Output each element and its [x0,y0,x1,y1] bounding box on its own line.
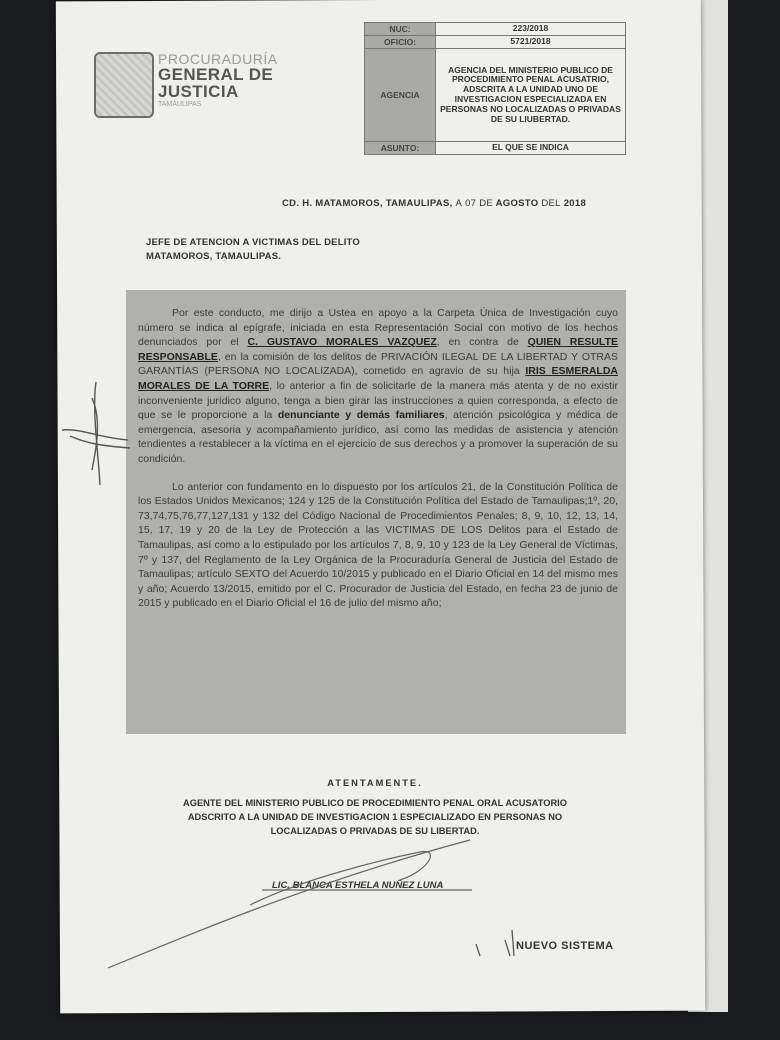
p1-request: , lo anterior a fin de solicitarle de la manera más atenta y de no existir inconveniente jurídico alguno, tenga a bien girar las instrucciones a quien corresponda, a efecto de que se le proporcione a la [138,379,618,422]
body-text [138,306,618,624]
nuc-label: NUC: [365,23,436,36]
logo-line-1: PROCURADURÍA [158,51,278,67]
logo-line-4: TAMAULIPAS [158,101,202,108]
nuc-row [365,23,626,36]
complainant-name: C. GUSTAVO MORALES VAZQUEZ [247,336,437,349]
logo-line-2: GENERAL DE [158,65,274,84]
agencia-label: AGENCIA [365,49,436,142]
asunto-row [365,142,626,155]
agencia-row [365,49,626,142]
p1-crime: , en la comisión de los delitos de PRIVACIÓN ILEGAL DE LA LIBERTAD Y OTRAS GARANTÍAS (PERSONA NO LOCALIZADA), cometido en agravio de su hija [138,350,618,378]
date-day: 07 [465,198,477,209]
p1-family: denunciante y demás familiares [277,409,445,422]
closing-line-3: LOCALIZADAS O PRIVADAS DE SU LIBERTAD. [270,826,480,836]
nuevo-sistema-stamp: NUEVO SISTEMA [516,940,614,952]
date-year: 2018 [563,198,587,209]
oficio-value: 5721/2018 [436,36,626,49]
reference-table [364,22,626,155]
closing-atentamente: ATENTAMENTE. [327,778,423,788]
addressee-line-2: MATAMOROS, TAMAULIPAS. [146,250,282,262]
p1-services: , atención psicológica y médica de emergencia, asesoria y acompañamiento jurídico, así como las medidas de asistencia y atención tendientes a restablecer a la víctima en el ejercicio de sus derechos y a promover la superación de su condición. [138,409,618,465]
p1-against: , en contra de [436,336,519,349]
p1-intro: Por este conducto, me dirijo a Ustea en apoyo a la Carpeta Única de Investigación cuyo número se indica al epígrafe, iniciada en esta Representación Social con motivo de los hechos denunciados por el [138,307,618,349]
agencia-value: AGENCIA DEL MINISTERIO PUBLICO DE PROCEDIMIENTO PENAL ACUSATRIO, ADSCRITA A LA UNIDAD UNO DE INVESTIGACION ESPECIALIZADA EN PERSONAS NO LOCALIZADAS O PRIVADAS DE SU LIUBERTAD. [436,49,626,142]
closing-line-2: ADSCRITO A LA UNIDAD DE INVESTIGACION 1 ESPECIALIZADO EN PERSONAS NO [187,812,563,822]
asunto-value: EL QUE SE INDICA [436,142,626,155]
date-a: A [455,198,463,209]
responsible-party: QUIEN RESULTE RESPONSABLE [138,336,618,363]
oficio-label: OFICIO: [365,36,436,49]
logo-line-3: JUSTICIA [158,82,239,101]
date-line [282,198,586,209]
signer-name: LIC. BLANCA ESTHELA NUÑEZ LUNA [272,880,444,891]
closing-line-1: AGENTE DEL MINISTERIO PUBLICO DE PROCEDIMIENTO PENAL ORAL ACUSATORIO [183,798,567,808]
logo-text [158,52,278,108]
date-month: AGOSTO [495,198,539,209]
nuc-value: 223/2018 [436,23,626,36]
closing-block [150,776,600,838]
addressee-line-1: JEFE DE ATENCION A VICTIMAS DEL DELITO [146,237,360,248]
date-place: CD. H. MATAMOROS, TAMAULIPAS, [282,198,453,209]
addressee [146,236,360,264]
body-paragraph-1 [138,306,618,467]
institution-logo [94,46,294,126]
body-paragraph-2: Lo anterior con fundamento en lo dispuesto por los artículos 21, de la Constitución Política de los Estados Unidos Mexicanos; 124 y 125 de la Constitución Política del Estado de Tamaulipas;1º, 20, 73,74,75,76,77,127,131 y 132 del Código Nacional de Procedimientos Penales; 8, 9, 10, 12, 13, 14, 15, 17, 19 y 20 de la Ley de Protección a las VICTIMAS DE LOS Delitos para el Estado de Tamaulipas, así como a lo estipulado por los artículos 7, 8, 9, 10 y 123 de la Ley General de Víctimas, 7º y 137, del Reglamento de la Ley Orgánica de la Procuraduría General de Justicia del Estado de Tamaulipas; artículo SEXTO del Acuerdo 10/2015 y publicado en el Diario Oficial en 14 del mismo mes y año; Acuerdo 13/2015, emitido por el C. Procurador de Justicia del Estado, en fecha 23 de junio de 2015 y publicado en el Diario Oficial el 16 de julio del mismo año; [138,480,618,610]
victim-name: IRIS ESMERALDA MORALES DE LA TORRE [138,365,619,392]
oficio-row [365,36,626,49]
date-del: DEL [541,198,561,209]
date-de: DE [479,198,494,209]
asunto-label: ASUNTO: [365,142,436,155]
coat-of-arms-icon [94,52,154,118]
